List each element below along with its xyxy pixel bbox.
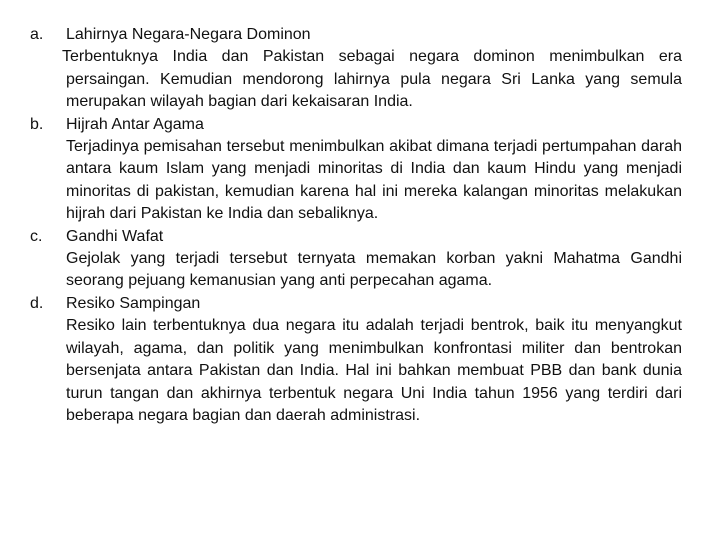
list-item-content — [66, 114, 682, 226]
list-item-b — [30, 114, 682, 226]
list-item-content — [62, 24, 682, 114]
item-heading: Resiko Sampingan — [66, 294, 201, 312]
list-marker: b. — [30, 115, 44, 133]
item-paragraph: Resiko lain terbentuknya dua negara itu adalah terjadi bentrok, baik itu menyangkut wilayah, agama, dan politik yang menimbulkan konfrontasi militer dan bentrokan bersenjata antara Pakistan dan India. Hal ini bahkan membuat PBB dan bank dunia turun tangan dan akhirnya terbentuk negara Uni India tahun 1956 yang terdiri dari beberapa negara bagian dan daerah administrasi. — [66, 317, 682, 424]
list-marker: d. — [30, 294, 44, 312]
list-item-content — [66, 293, 682, 427]
list-item-c — [30, 226, 682, 293]
item-heading: Lahirnya Negara-Negara Dominon — [66, 26, 311, 43]
item-heading: Gandhi Wafat — [66, 227, 164, 245]
list-item-content — [66, 226, 682, 293]
item-heading: Hijrah Antar Agama — [66, 115, 204, 133]
item-paragraph: Terbentuknya India dan Pakistan sebagai negara dominon menimbulkan era persaingan. Kemudian mendorong lahirnya pula negara Sri Lanka yang semula merupakan wilayah bagian dari kekaisaran India. — [62, 48, 682, 111]
item-paragraph: Gejolak yang terjadi tersebut ternyata memakan korban yakni Mahatma Gandhi seorang pejuang kemanusian yang anti perpecahan agama. — [66, 250, 682, 290]
item-paragraph: Terjadinya pemisahan tersebut menimbulkan akibat dimana terjadi pertumpahan darah antara kaum Islam yang menjadi minoritas di India dan kaum Hindu yang menjadi minoritas di pakistan, kemudian karena hal ini mereka kalangan minoritas melakukan hijrah dari Pakistan ke India dan sebaliknya. — [66, 138, 682, 223]
list-item-d — [30, 293, 682, 427]
list-marker: c. — [30, 227, 43, 245]
list-item-a — [30, 24, 682, 114]
list-marker: a. — [30, 26, 44, 43]
lettered-list — [30, 24, 682, 427]
